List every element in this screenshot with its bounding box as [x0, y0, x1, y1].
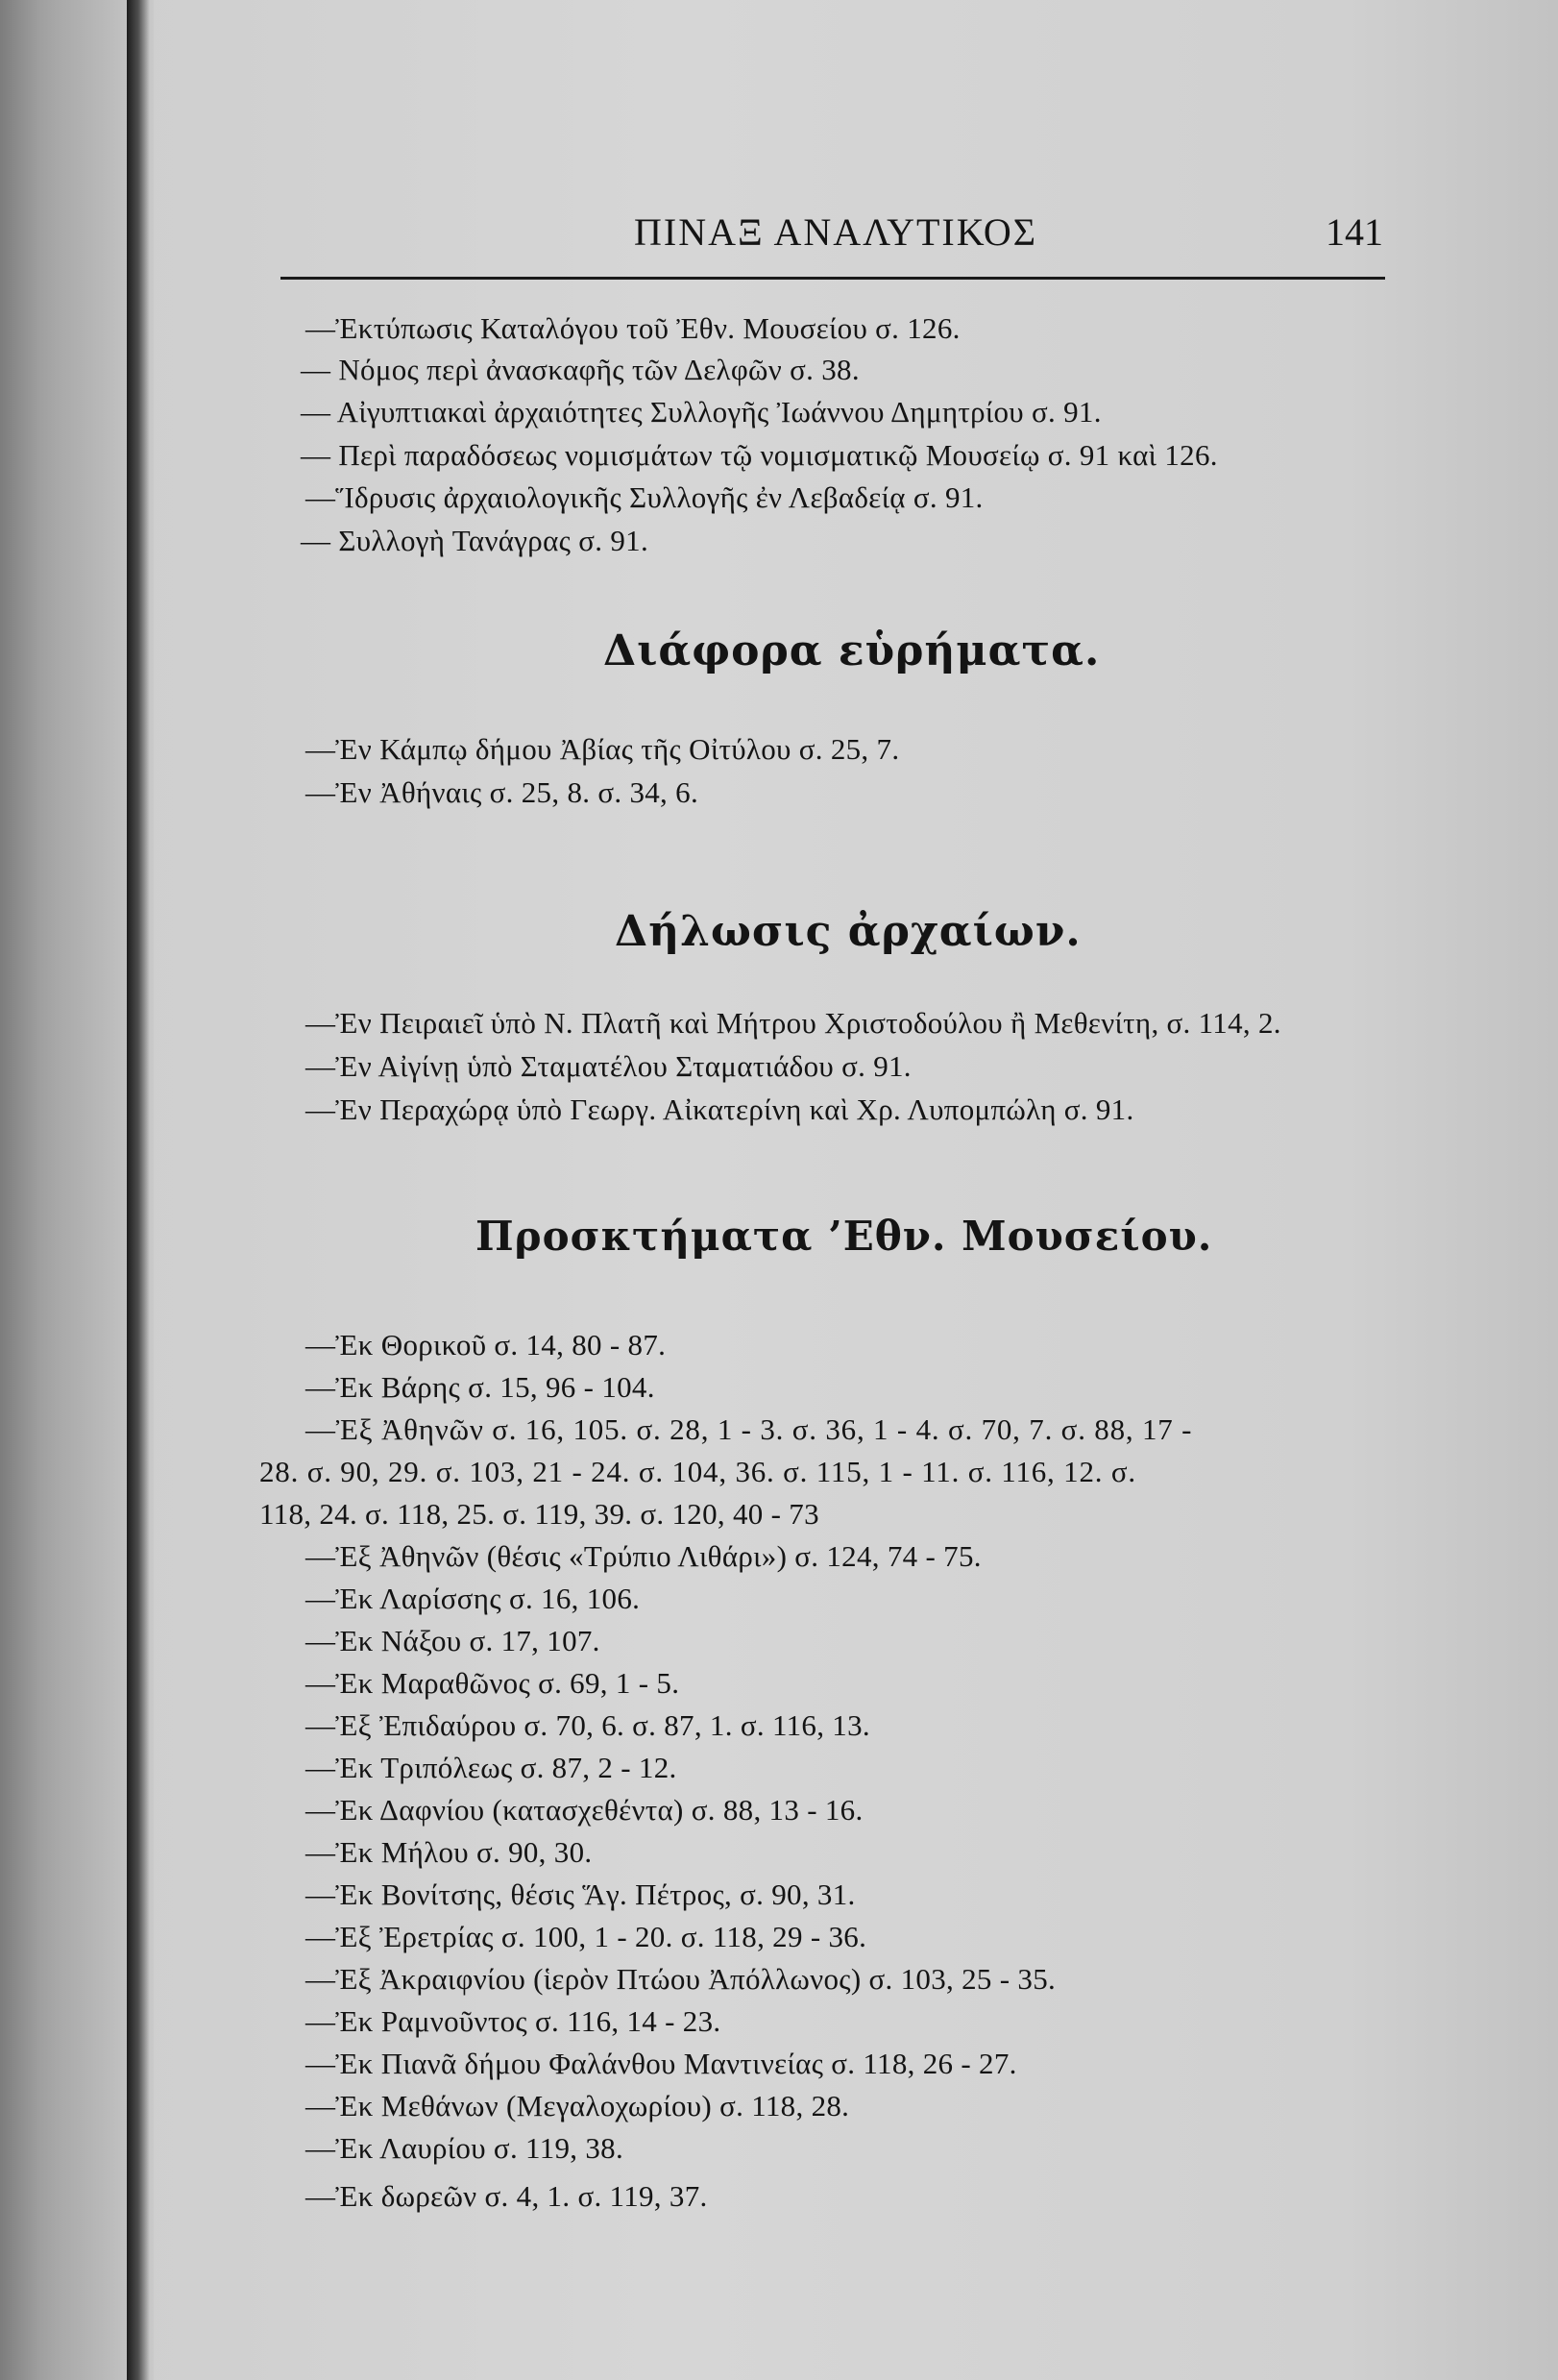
- entry-line: —Ἐκ Δαφνίου (κατασχεθέντα) σ. 88, 13 - 16.: [305, 1793, 864, 1827]
- entry-line: —Ἐκ Μαραθῶνος σ. 69, 1 - 5.: [305, 1666, 680, 1700]
- entry-line: —Ἐκ Ραμνοῦντος σ. 116, 14 - 23.: [305, 2004, 721, 2038]
- entry-line: — Συλλογὴ Τανάγρας σ. 91.: [301, 524, 649, 557]
- entry-line: —Ἐκ Τριπόλεως σ. 87, 2 - 12.: [305, 1751, 677, 1784]
- section-heading: Δήλωσις ἀρχαίων.: [615, 907, 1082, 956]
- entry-line: — Αἰγυπτιακαὶ ἀρχαιότητες Συλλογῆς Ἰωάννου Δημητρίου σ. 91.: [301, 395, 1102, 429]
- entry-line: —Ἐκτύπωσις Καταλόγου τοῦ Ἐθν. Μουσείου σ. 126.: [305, 311, 961, 345]
- entry-line: —Ἐκ Νάξου σ. 17, 107.: [305, 1624, 600, 1657]
- entry-line: —Ἵδρυσις ἀρχαιολογικῆς Συλλογῆς ἐν Λεβαδείᾳ σ. 91.: [305, 480, 984, 514]
- entry-line: —Ἐκ Βάρης σ. 15, 96 - 104.: [305, 1370, 655, 1404]
- running-header: [288, 204, 1383, 261]
- entry-line: 28. σ. 90, 29. σ. 103, 21 - 24. σ. 104, 36. σ. 115, 1 - 11. σ. 116, 12. σ.: [259, 1455, 1136, 1488]
- entry-line: —Ἐκ Πιανᾶ δήμου Φαλάνθου Μαντινείας σ. 118, 26 - 27.: [305, 2047, 1017, 2080]
- entry-line: — Νόμος περὶ ἀνασκαφῆς τῶν Δελφῶν σ. 38.: [301, 353, 860, 386]
- entry-line: —Ἐν Περαχώρᾳ ὑπὸ Γεωργ. Αἰκατερίνη καὶ Χρ. Λυπομπώλη σ. 91.: [305, 1092, 1134, 1126]
- entry-line: —Ἐν Πειραιεῖ ὑπὸ Ν. Πλατῆ καὶ Μήτρου Χριστοδούλου ἢ Μεθενίτη, σ. 114, 2.: [305, 1006, 1281, 1040]
- entry-line: —Ἐν Ἀθήναις σ. 25, 8. σ. 34, 6.: [305, 775, 698, 809]
- entry-line: 118, 24. σ. 118, 25. σ. 119, 39. σ. 120, 40 - 73: [259, 1497, 819, 1531]
- entry-line: —Ἐκ Θορικοῦ σ. 14, 80 - 87.: [305, 1328, 667, 1362]
- entry-line: —Ἐκ Βονίτσης, θέσις Ἅγ. Πέτρος, σ. 90, 31.: [305, 1877, 856, 1911]
- entry-line: —Ἐν Κάμπῳ δήμου Ἀβίας τῆς Οἰτύλου σ. 25, 7.: [305, 732, 900, 766]
- entry-line: — Περὶ παραδόσεως νομισμάτων τῷ νομισματικῷ Μουσείῳ σ. 91 καὶ 126.: [301, 438, 1218, 472]
- header-title: ΠΙΝΑΞ ΑΝΑΛΥΤΙΚΟΣ: [634, 210, 1038, 254]
- entry-line: —Ἐν Αἰγίνῃ ὑπὸ Σταματέλου Σταματιάδου σ. 91.: [305, 1049, 912, 1083]
- page-number: 141: [1326, 210, 1383, 254]
- entry-line: —Ἐξ Ἀκραιφνίου (ἱερὸν Πτώου Ἀπόλλωνος) σ. 103, 25 - 35.: [305, 1962, 1057, 1996]
- entry-line: —Ἐκ Μήλου σ. 90, 30.: [305, 1835, 593, 1869]
- section-heading: Διάφορα εὑρήματα.: [603, 626, 1101, 675]
- book-gutter: [127, 0, 150, 2380]
- entry-line: —Ἐκ Μεθάνων (Μεγαλοχωρίου) σ. 118, 28.: [305, 2089, 850, 2122]
- entry-line: —Ἐκ Λαυρίου σ. 119, 38.: [305, 2131, 624, 2165]
- entry-line: —Ἐξ Ἐπιδαύρου σ. 70, 6. σ. 87, 1. σ. 116, 13.: [305, 1708, 870, 1742]
- entry-line: —Ἐκ Λαρίσσης σ. 16, 106.: [305, 1582, 641, 1615]
- entry-line: —Ἐκ δωρεῶν σ. 4, 1. σ. 119, 37.: [305, 2179, 708, 2213]
- entry-line: —Ἐξ Ἀθηνῶν σ. 16, 105. σ. 28, 1 - 3. σ. 36, 1 - 4. σ. 70, 7. σ. 88, 17 -: [305, 1412, 1193, 1446]
- section-heading: Προσκτήματα ’Εθν. Μουσείου.: [475, 1213, 1213, 1260]
- header-rule: [280, 277, 1385, 280]
- entry-line: —Ἐξ Ἀθηνῶν (θέσις «Τρύπιο Λιθάρι») σ. 124, 74 - 75.: [305, 1539, 982, 1573]
- entry-line: —Ἐξ Ἐρετρίας σ. 100, 1 - 20. σ. 118, 29 - 36.: [305, 1920, 867, 1953]
